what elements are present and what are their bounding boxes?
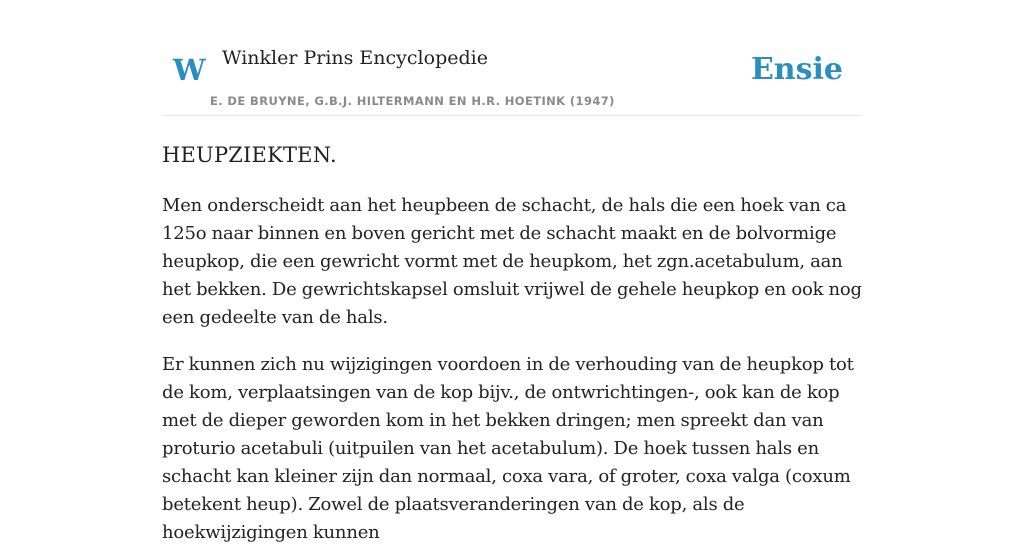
site-logo[interactable]: Ensie xyxy=(750,52,843,87)
publication-logo[interactable]: W xyxy=(173,53,206,87)
article-paragraph: Men onderscheidt aan het heupbeen de schacht, de hals die een hoek van ca 125o naar binnen en boven gericht met de schacht maakt en de bolvormige heupkop, die een gewricht vormt met de heupkom, het zgn.acetabulum, aan het bekken. De gewrichtskapsel omsluit vrijwel de gehele heupkop en ook nog een gedeelte van de hals. xyxy=(162,195,862,328)
page xyxy=(162,0,862,543)
publication-authors: E. DE BRUYNE, G.B.J. HILTERMANN EN H.R. HOETINK (1947) xyxy=(210,94,615,108)
header xyxy=(162,0,862,116)
publication-title[interactable]: Winkler Prins Encyclopedie xyxy=(222,47,488,69)
article-title: HEUPZIEKTEN. xyxy=(162,143,337,167)
article-paragraph: Er kunnen zich nu wijzigingen voordoen in de verhouding van de heupkop tot de kom, verplaatsingen van de kop bijv., de ontwrichtingen-, ook kan de kop met de dieper geworden kom in het bekken dringen; men spreekt dan van proturio acetabuli (uitpuilen van het acetabulum). De hoek tussen hals en schacht kan kleiner zijn dan normaal, coxa vara, of groter, coxa valga (coxum betekent heup). Zowel de plaatsveranderingen van de kop, als de hoekwijzigingen kunnen xyxy=(162,354,854,543)
article-body xyxy=(162,192,862,547)
